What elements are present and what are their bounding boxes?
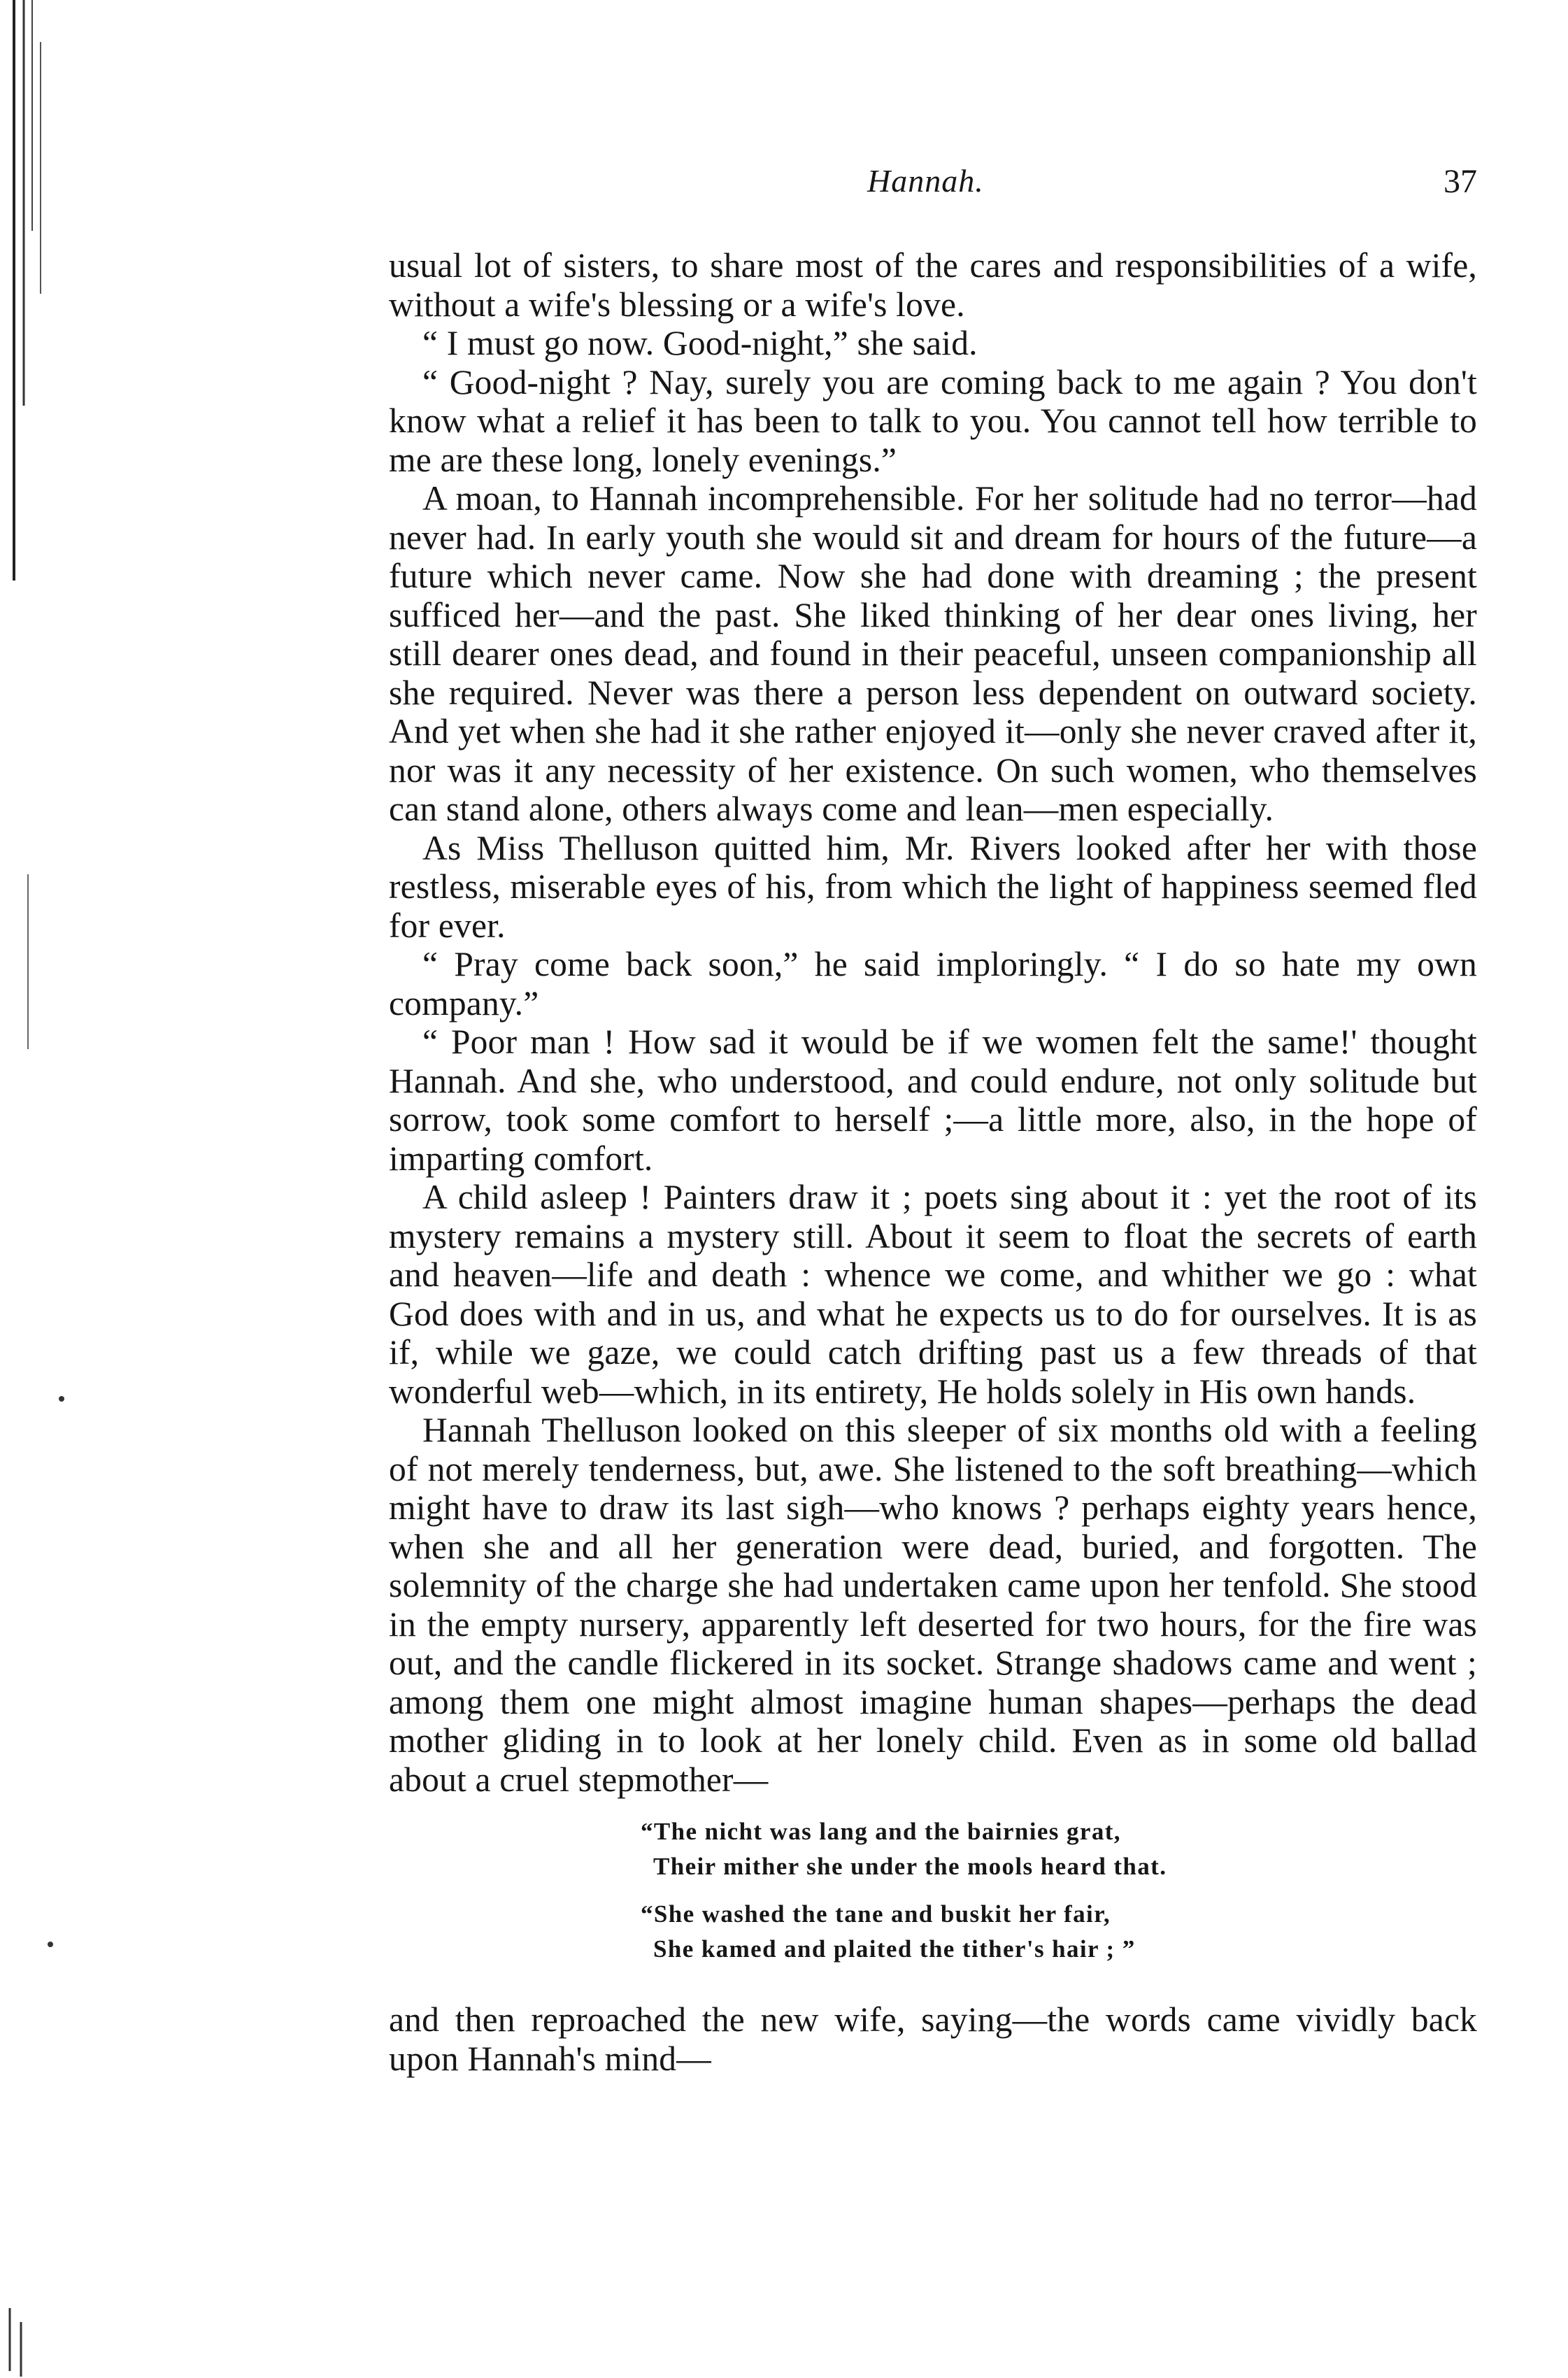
verse-line: “The nicht was lang and the bairnies grat,: [641, 1818, 1121, 1845]
running-title: Hannah.: [867, 163, 984, 199]
paragraph: “ Pray come back soon,” he said imploringly. “ I do so hate my own company.”: [389, 945, 1477, 1023]
paragraph: “ Poor man ! How sad it would be if we women felt the same!' thought Hannah. And she, who understood, and could endure, not only solitude but sorrow, took some comfort to herself ;—a little more, also, in the hope of imparting comfort.: [389, 1023, 1477, 1178]
binding-edge-marks: [0, 0, 98, 2378]
verse-stanza: [389, 1814, 1477, 1884]
paragraph: “ Good-night ? Nay, surely you are coming back to me again ? You don't know what a relief it has been to talk to you. You cannot tell how terrible to me are these long, lonely evenings.”: [389, 362, 1477, 479]
paragraph: As Miss Thelluson quitted him, Mr. Rivers looked after her with those restless, miserable eyes of his, from which the light of happiness seemed fled for ever.: [389, 828, 1477, 945]
page-body: [389, 246, 1477, 2078]
paragraph: A child asleep ! Painters draw it ; poets sing about it : yet the root of its mystery remains a mystery still. About it seem to float the secrets of earth and heaven—life and death : whence we come, and whither we go : what God does with and in us, and what he expects us to do for ourselves. It is as if, while we gaze, we could catch drifting past us a few threads of that wonderful web—which, in its entirety, He holds solely in His own hands.: [389, 1178, 1477, 1411]
verse-line: Their mither she under the mools heard that.: [653, 1853, 1167, 1880]
book-page: [389, 0, 1477, 2378]
paragraph: “ I must go now. Good-night,” she said.: [422, 324, 978, 362]
paragraph: usual lot of sisters, to share most of the cares and responsibilities of a wife, without a wife's blessing or a wife's love.: [389, 246, 1477, 324]
paragraph: A moan, to Hannah incomprehensible. For her solitude had no terror—had never had. In early youth she would sit and dream for hours of the future—a future which never came. Now she had done with dreaming ; the present sufficed her—and the past. She liked thinking of her dear ones living, her still dearer ones dead, and found in their peaceful, unseen companionship all she required. Never was there a person less dependent on outward society. And yet when she had it she rather enjoyed it—only she never craved after it, nor was it any necessity of her existence. On such women, who themselves can stand alone, others always come and lean—men especially.: [389, 479, 1477, 828]
ballad-quotation: [389, 1814, 1477, 1967]
closing-paragraph: and then reproached the new wife, saying—the words came vividly back upon Hannah's mind—: [389, 2000, 1477, 2078]
verse-line: “She washed the tane and buskit her fair,: [641, 1900, 1111, 1928]
paragraph: Hannah Thelluson looked on this sleeper of six months old with a feeling of not merely tenderness, but, awe. She listened to the soft breathing—which might have to draw its last sigh—who knows ? perhaps eighty years hence, when she and all her generation were dead, buried, and forgotten. The solemnity of the charge she had undertaken came upon her tenfold. She stood in the empty nursery, apparently left deserted for two hours, for the fire was out, and the candle flickered in its socket. Strange shadows came and went ; among them one might almost imagine human shapes—perhaps the dead mother gliding in to look at her lonely child. Even as in some old ballad about a cruel stepmother—: [389, 1411, 1477, 1799]
verse-line: She kamed and plaited the tither's hair ; ”: [653, 1935, 1136, 1963]
verse-stanza: [389, 1897, 1477, 1967]
page-number: 37: [1444, 163, 1477, 200]
running-head: [389, 162, 1477, 211]
